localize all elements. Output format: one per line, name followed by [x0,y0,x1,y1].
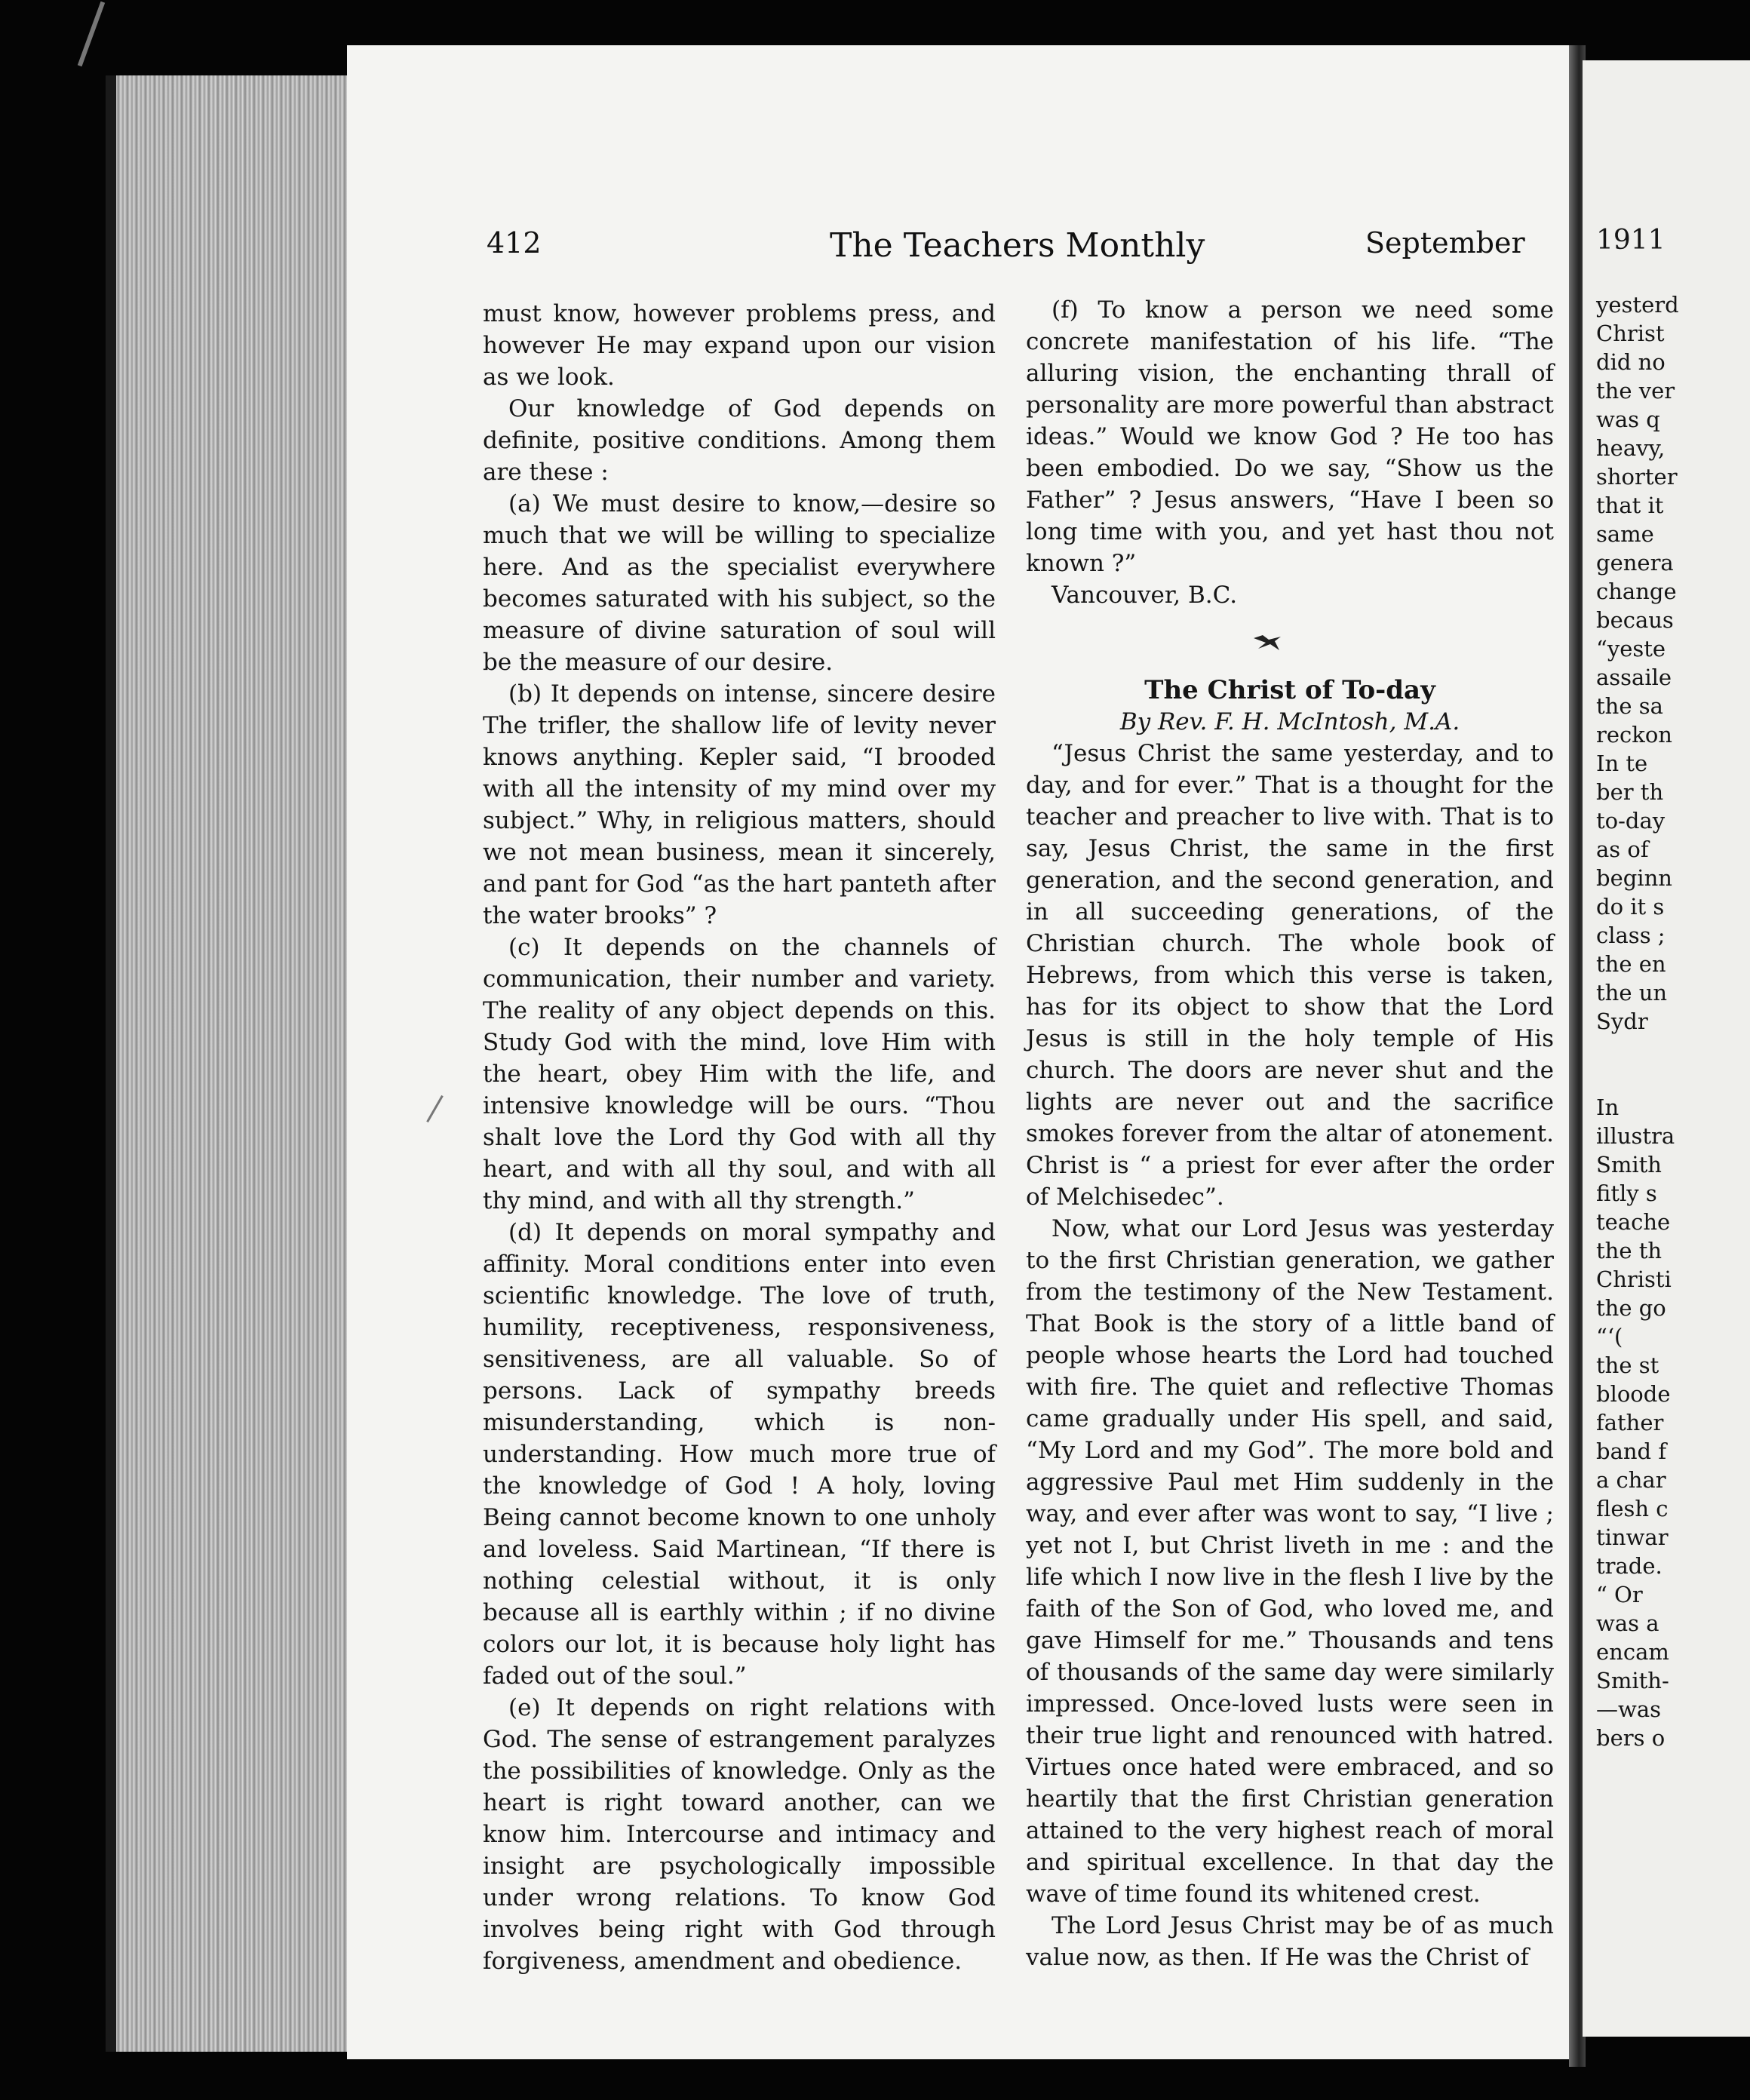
next-page-line: bloode [1596,1381,1671,1407]
next-page-line: Sydr [1596,1009,1648,1034]
paragraph: “Jesus Christ the same yesterday, and to day, and for ever.” That is a thought for the teacher and preacher to live with. That is to say, Jesus Christ, the same in the first generation, and the second generation, and in all succeeding generations, of the Christian church. The whole book of Hebrews, from which this verse is taken, has for its object to show that the Lord Jesus is still in the holy temple of His church. The doors are never shut and the lights are never out and the sacrifice smokes forever from the altar of atonement. Christ is “ a priest for ever after the order of Melchisedec”. [1026,740,1554,1211]
next-page-line: the ver [1596,378,1675,404]
next-page-line: genera [1596,550,1674,576]
next-page-line: In [1596,1095,1620,1120]
next-page-line: illustra [1596,1123,1675,1149]
next-page-line [1596,1036,1750,1064]
article-byline: By Rev. F. H. McIntosh, M.A. [1119,708,1460,735]
next-page-line: change [1596,579,1677,604]
next-page-text [1596,290,1750,1752]
next-page-line [1596,1064,1750,1093]
next-page-line: heavy, [1596,435,1666,461]
next-page-line: to-day [1596,808,1666,834]
paragraph: (b) It depends on intense, sincere desire The trifler, the shallow life of levity never knows anything. Kepler said, “I brooded with all the intensity of my mind over my subject.” Why, in religious matters, should we not mean business, mean it sincerely, and pant for God “as the hart panteth after the water brooks” ? [483,680,996,929]
next-page-line: trade. [1596,1553,1662,1579]
next-page-line: beginn [1596,865,1672,891]
next-page-line: Smith [1596,1152,1662,1177]
next-page-line: class ; [1596,923,1666,948]
next-page-line: the un [1596,980,1668,1005]
next-page-line: do it s [1596,894,1665,920]
next-page-line: bers o [1596,1725,1666,1751]
paragraph: The Lord Jesus Christ may be of as much value now, as then. If He was the Christ of [1026,1912,1554,1971]
next-page-line: the go [1596,1295,1666,1321]
page-edges [106,75,358,2052]
next-page-line: shorter [1596,464,1678,490]
next-page-line: assaile [1596,665,1672,690]
paragraph: must know, however problems press, and however He may expand upon our vision as we look. [483,300,996,391]
next-page-line: “ Or [1596,1582,1643,1607]
next-page-line: Christi [1596,1266,1672,1292]
next-page-line: as of [1596,837,1649,862]
next-page-number: 1911 [1596,225,1666,256]
signoff-location: Vancouver, B.C. [1052,582,1238,609]
next-page-line: “‘( [1596,1324,1623,1349]
next-page-line: fitly s [1596,1180,1657,1206]
article-title: The Christ of To-day [1144,675,1435,705]
paragraph: (e) It depends on right relations with God. The sense of estrangement paralyzes the possibilities of knowledge. Only as the heart is right toward another, can we know him. Intercourse and intimacy and insight are psychologically impossible under wrong relations. To know God involves being right with God through forgiveness, amendment and obedience. [483,1694,996,1975]
next-page-line: was a [1596,1610,1659,1636]
next-page-line: the th [1596,1238,1662,1263]
next-page-line: ber th [1596,779,1664,805]
right-column [1026,294,1554,1973]
left-column [483,298,996,1977]
next-page-line: the en [1596,951,1666,977]
next-page-line: a char [1596,1467,1666,1493]
film-scratch [78,2,105,67]
next-page-line: same [1596,521,1654,547]
ornament-icon [1252,629,1290,661]
next-page-line: yesterd [1596,292,1679,318]
next-page-line: teache [1596,1209,1671,1235]
next-page-line: reckon [1596,722,1672,748]
next-page-line: did no [1596,349,1666,375]
next-page-line: flesh c [1596,1496,1669,1521]
page-number: 412 [487,226,542,259]
next-page-line: tinwar [1596,1524,1669,1550]
next-page-line: Smith- [1596,1668,1669,1693]
next-page-line: Christ [1596,321,1665,346]
next-page-line: “yeste [1596,636,1666,662]
paragraph: (d) It depends on moral sympathy and affinity. Moral conditions enter into even scientific knowledge. The love of truth, humility, receptiveness, responsiveness, sensitiveness, are all valuable. So of persons. Lack of sympathy breeds misunderstanding, which is non-understanding. How much more true of the knowledge of God ! A holy, loving Being cannot become known to one unholy and loveless. Said Martinean, “If there is nothing celestial without, it is only because all is earthly within ; if no divine colors our lot, it is because holy light has faded out of the soul.” [483,1219,996,1690]
next-page-line: father [1596,1410,1664,1435]
next-page-line: the st [1596,1352,1659,1378]
next-page-line: band f [1596,1438,1667,1464]
paragraph: (f) To know a person we need some concrete manifestation of his life. “The alluring vision, the enchanting thrall of personality are more powerful than abstract ideas.” Would we know God ? He too has been embodied. Do we say, “Show us the Father” ? Jesus answers, “Have I been so long time with you, and yet hast thou not known ?” [1026,296,1554,577]
next-page-line: —was [1596,1696,1661,1722]
next-page-line: the sa [1596,693,1663,719]
journal-title: The Teachers Monthly [830,226,1205,265]
paragraph: (c) It depends on the channels of communication, their number and variety. The reality of any object depends on this. Study God with the mind, love Him with the heart, obey Him with the life, and intensive knowledge will be ours. “Thou shalt love the Lord thy God with all thy heart, and with all thy soul, and with all thy mind, and with all thy strength.” [483,934,996,1214]
next-page-line: In te [1596,751,1648,776]
paragraph: (a) We must desire to know,—desire so much that we will be willing to specialize here. And as the specialist everywhere becomes saturated with his subject, so the measure of divine saturation of soul will be the measure of our desire. [483,490,996,676]
next-page-line: was q [1596,407,1660,432]
paragraph: Our knowledge of God depends on definite, positive conditions. Among them are these : [483,395,996,486]
next-page-line: that it [1596,493,1664,518]
paragraph: Now, what our Lord Jesus was yesterday to the first Christian generation, we gather from the testimony of the New Testament. That Book is the story of a little band of people whose hearts the Lord had touched with fire. The quiet and reflective Thomas came gradually under His spell, and said, “My Lord and my God”. The more bold and aggressive Paul met Him suddenly in the way, and ever after was wont to say, “I live ; yet not I, but Christ liveth in me : and the life which I now live in the flesh I live by the faith of the Son of God, who loved me, and gave Himself for me.” Thousands and tens of thousands of the same day were similarly impressed. Once-loved lusts were seen in their true light and renounced with hatred. Virtues once hated were embraced, and so heartily that the first Christian generation attained to the very highest reach of moral and spiritual excellence. In that day the wave of time found its whitened crest. [1026,1215,1554,1908]
issue-month: September [1365,226,1525,259]
next-page-line: becaus [1596,607,1674,633]
next-page-line: encam [1596,1639,1669,1665]
